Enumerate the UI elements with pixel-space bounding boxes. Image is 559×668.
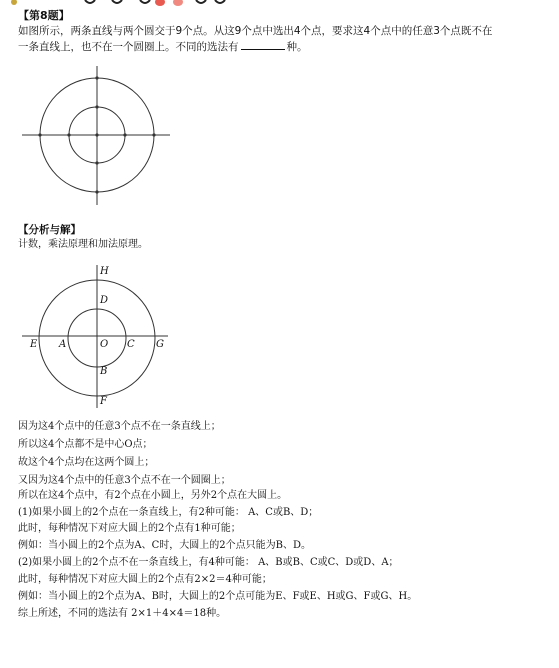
- solution-line: 因为这4个点中的任意3个点不在一条直线上；: [18, 421, 221, 432]
- solution-line: 此时，每种情况下对应大圆上的2个点有1种可能；: [18, 523, 241, 534]
- decor-shape: [85, 0, 95, 3]
- question-text-line1: 如图所示，两条直线与两个圆交于9个点。从这9个点中选出4个点，要求这4个点中的任意3个点既不在: [18, 25, 493, 37]
- solution-line: (1)如果小圆上的2个点在一条直线上，有2种可能： A、C或B、D；: [18, 507, 319, 518]
- decor-blob: [155, 0, 165, 6]
- answer-blank: [241, 39, 285, 50]
- solution-line: 故这个4个点均在这两个圆上；: [18, 457, 155, 468]
- solution-line: 所以这4个点都不是中心O点；: [18, 439, 153, 450]
- intersection-point: [152, 133, 155, 136]
- solution-line: 所以在这4个点中，有2个点在小圆上，另外2个点在大圆上。: [18, 490, 288, 501]
- question-text-line2b: 种。: [286, 41, 308, 53]
- decor-shape: [215, 0, 225, 3]
- solution-line: 例如：当小圆上的2个点为A、B时，大圆上的2个点可能为E、F或E、H或G、F或G、H。: [18, 591, 418, 602]
- intersection-point: [95, 161, 98, 164]
- label-E: E: [30, 339, 38, 350]
- header-decoration: [0, 0, 559, 6]
- label-F: F: [100, 396, 107, 407]
- solution-line: 又因为这4个点中的任意3个点不在一个圆圈上；: [18, 475, 231, 486]
- question-text-line2: [18, 39, 308, 54]
- solution-line: (2)如果小圆上的2个点不在一条直线上，有4种可能： A、B或B、C或C、D或D、A；: [18, 557, 399, 568]
- analysis-method: 计数，乘法原理和加法原理。: [18, 239, 148, 250]
- label-B: B: [100, 366, 108, 377]
- intersection-point: [95, 133, 98, 136]
- decor-shape: [112, 0, 122, 3]
- question-header: 【第8题】: [18, 9, 70, 22]
- label-D: D: [100, 295, 109, 306]
- label-G: G: [156, 339, 164, 350]
- intersection-point: [95, 190, 98, 193]
- intersection-point: [38, 133, 41, 136]
- intersection-point: [95, 76, 98, 79]
- intersection-point: [123, 133, 126, 136]
- figure-1-circles: [20, 60, 180, 210]
- question-text-line2a: 一条直线上，也不在一个圆圈上。不同的选法有: [18, 41, 239, 53]
- label-H: H: [100, 266, 109, 277]
- solution-line: 综上所述，不同的选法有 2×1＋4×4＝18种。: [18, 608, 227, 619]
- solution-line: 例如：当小圆上的2个点为A、C时，大圆上的2个点只能为B、D。: [18, 540, 311, 551]
- label-C: C: [127, 339, 135, 350]
- decor-shape: [196, 0, 206, 3]
- intersection-point: [95, 105, 98, 108]
- analysis-header: 【分析与解】: [18, 224, 81, 236]
- label-O: O: [100, 339, 109, 350]
- solution-line: 此时，每种情况下对应大圆上的2个点有2×2＝4种可能；: [18, 574, 272, 585]
- decor-dot: [11, 0, 17, 5]
- intersection-point: [67, 133, 70, 136]
- decor-shape: [140, 0, 150, 3]
- decor-blob: [173, 0, 183, 6]
- label-A: A: [59, 339, 67, 350]
- figure-2-labeled-circles: [20, 262, 180, 412]
